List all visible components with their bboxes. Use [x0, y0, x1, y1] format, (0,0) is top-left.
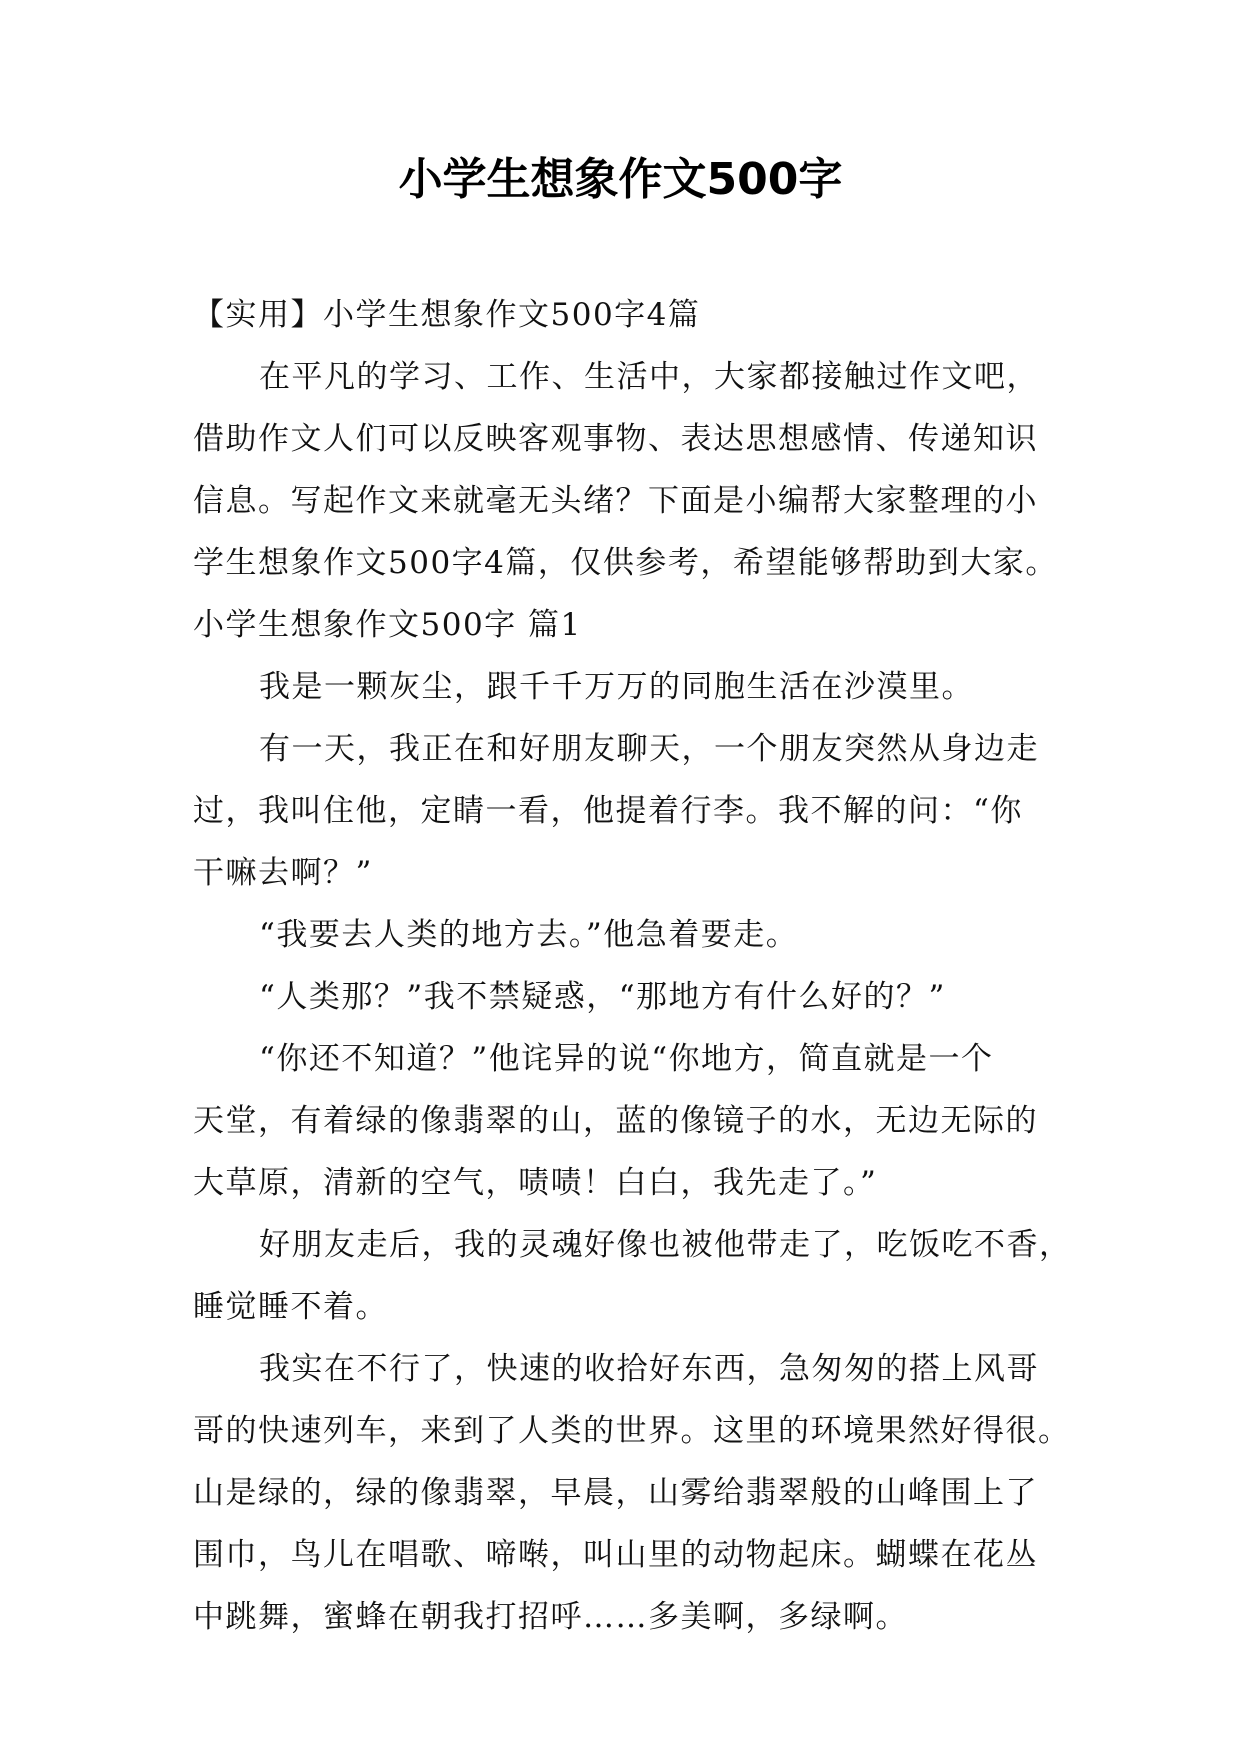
text-line: 在平凡的学习、工作、生活中，大家都接触过作文吧， [259, 359, 1039, 395]
text-line: 山是绿的，绿的像翡翠，早晨，山雾给翡翠般的山峰围上了 [193, 1475, 1038, 1511]
text-line: 围巾，鸟儿在唱歌、啼啭，叫山里的动物起床。蝴蝶在花丛 [193, 1537, 1038, 1573]
text-line: 过，我叫住他，定睛一看，他提着行李。我不解的问：“你 [193, 793, 1023, 829]
text-line: 小学生想象作文500字 篇1 [193, 607, 582, 643]
text-line: 有一天，我正在和好朋友聊天，一个朋友突然从身边走 [259, 731, 1039, 767]
document-body [193, 284, 1072, 1648]
text-line: 学生想象作文500字4篇，仅供参考，希望能够帮助到大家。 [193, 545, 1058, 581]
text-line: 我实在不行了，快速的收拾好东西，急匆匆的搭上风哥 [259, 1351, 1039, 1387]
text-line: 我是一颗灰尘，跟千千万万的同胞生活在沙漠里。 [259, 669, 974, 705]
text-line: 天堂，有着绿的像翡翠的山，蓝的像镜子的水，无边无际的 [193, 1103, 1038, 1139]
text-line: 干嘛去啊？” [193, 855, 373, 891]
text-line: 睡觉睡不着。 [193, 1289, 388, 1325]
text-line: 中跳舞，蜜蜂在朝我打招呼……多美啊，多绿啊。 [193, 1599, 908, 1635]
text-line: 大草原，清新的空气，啧啧！白白，我先走了。” [193, 1165, 878, 1201]
document-title: 小学生想象作文500字 [398, 154, 843, 205]
text-line: 借助作文人们可以反映客观事物、表达思想感情、传递知识 [193, 421, 1038, 457]
text-line: “我要去人类的地方去。”他急着要走。 [259, 917, 799, 953]
text-line: 【实用】小学生想象作文500字4篇 [193, 297, 701, 333]
text-line: “你还不知道？”他诧异的说“你地方，简直就是一个 [259, 1041, 994, 1077]
text-line: “人类那？”我不禁疑惑，“那地方有什么好的？” [259, 979, 946, 1015]
text-line: 信息。写起作文来就毫无头绪？下面是小编帮大家整理的小 [193, 483, 1038, 519]
text-line: 哥的快速列车，来到了人类的世界。这里的环境果然好得很。 [193, 1413, 1071, 1449]
text-line: 好朋友走后，我的灵魂好像也被他带走了，吃饭吃不香， [259, 1227, 1072, 1263]
